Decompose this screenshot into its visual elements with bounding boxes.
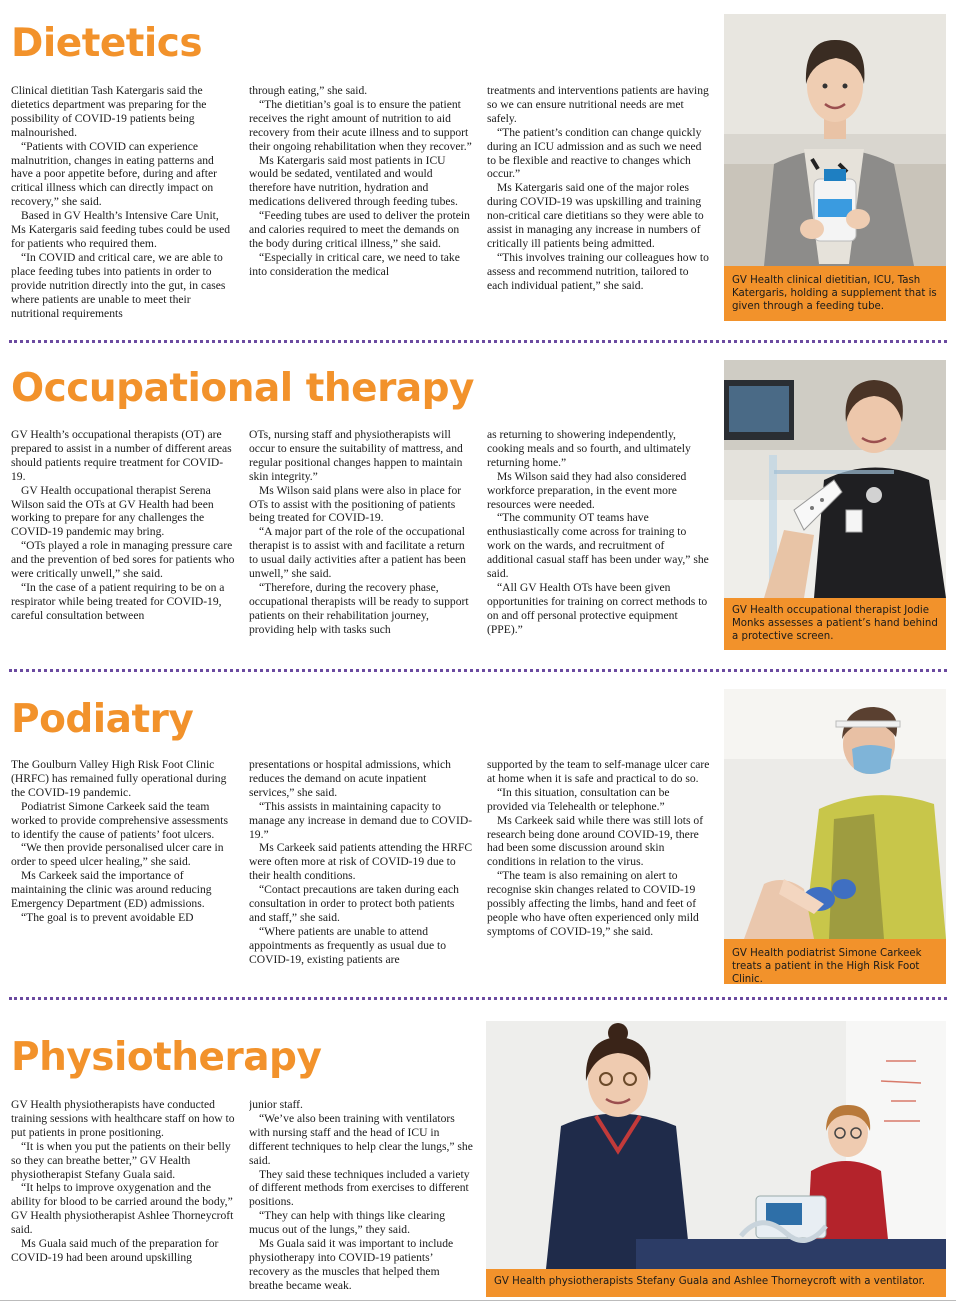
paragraph: “This involves training our colleagues how to assess and recommend nutrition, tailored to each individual patient,” she said. <box>487 250 709 292</box>
paragraph: “OTs played a role in managing pressure care and the prevention of bed sores for patients who were critically unwell,” she said. <box>11 539 235 581</box>
section-podiatry <box>0 674 956 994</box>
section-dietetics <box>0 0 956 336</box>
paragraph: “Feeding tubes are used to deliver the protein and calories required to meet the demands on the body during critical illness,” she said. <box>249 209 470 250</box>
paragraph: treatments and interventions patients are having so we can ensure nutritional needs are met safely. <box>487 84 709 125</box>
photo-card <box>486 1021 946 1297</box>
paragraph: as returning to showering independently, cooking meals and so fourth, and ultimately returning home.” <box>487 428 691 469</box>
article-column <box>487 428 711 637</box>
paragraph: Ms Wilson said plans were also in place for OTs to assist with the positioning of patients being treated for COVID-19. <box>249 483 462 525</box>
paragraph: “In this situation, consultation can be provided via Telehealth or telephone.” <box>487 785 670 813</box>
paragraph: “All GV Health OTs have been given opportunities for training on correct methods to on and off personal protective equipment (PPE).” <box>487 580 708 636</box>
article-column <box>249 84 473 279</box>
paragraph: Ms Carkeek said while there was still lots of research being done around COVID-19, there had been some discussion around skin conditions in relation to the virus. <box>487 813 704 869</box>
paragraph: “Contact precautions are taken during each consultation in order to protect both patients and staff,” she said. <box>249 883 459 924</box>
paragraph: “In COVID and critical care, we are able to place feeding tubes into patients in order to provide nutrition directly into the gut, in cases where patients are unable to meet their nutritional requirements <box>11 250 226 320</box>
paragraph: They said these techniques included a variety of different methods from exercises to different positions. <box>249 1167 470 1209</box>
section-heading: Podiatry <box>11 697 194 742</box>
paragraph: “This assists in maintaining capacity to manage any increase in demand due to COVID-19.” <box>249 799 473 841</box>
paragraph: Ms Katergaris said most patients in ICU would be sedated, ventilated and would therefore have nutrition, hydration and medications delivered through feeding tubes. <box>249 153 458 209</box>
paragraph: “Especially in critical care, we need to take into consideration the medical <box>249 250 460 278</box>
section-heading: Occupational therapy <box>11 366 474 411</box>
photo-card <box>724 360 946 650</box>
paragraph: “We’ve also been training with ventilators with nursing staff and the head of ICU in different techniques to help clear the lungs,” she said. <box>249 1111 473 1167</box>
paragraph: supported by the team to self-manage ulcer care at home when it is safe and practical to do so. <box>487 758 710 785</box>
section-divider <box>9 340 947 343</box>
paragraph: GV Health physiotherapists have conducted training sessions with healthcare staff on how to put patients in prone positioning. <box>11 1098 235 1139</box>
paragraph: “They can help with things like clearing mucus out of the lungs,” they said. <box>249 1209 446 1237</box>
section-physiotherapy <box>0 1003 956 1300</box>
paragraph: “The patient’s condition can change quickly during an ICU admission and as such we need to be flexible and reactive to changes which occur.” <box>487 125 702 181</box>
article-column <box>249 1098 473 1293</box>
paragraph: “It helps to improve oxygenation and the ability for blood to be carried around the body,” GV Health physiotherapist Ashlee Thorneycroft said. <box>11 1181 234 1237</box>
paragraph: “Where patients are unable to attend appointments as frequently as usual due to COVID-19, existing patients are <box>249 924 447 966</box>
article-column <box>11 84 235 320</box>
article-column <box>487 758 711 939</box>
paragraph: Ms Carkeek said the importance of maintaining the clinic was around reducing Emergency Department (ED) admissions. <box>11 869 212 911</box>
article-column <box>11 758 235 925</box>
paragraph: The Goulburn Valley High Risk Foot Clinic (HRFC) has remained fully operational during the COVID-19 pandemic. <box>11 758 227 799</box>
paragraph: “In the case of a patient requiring to be on a respirator while being treated for COVID-19, careful consultation between <box>11 580 225 622</box>
photo-card <box>724 14 946 321</box>
article-column <box>249 758 473 967</box>
paragraph: GV Health’s occupational therapists (OT) are prepared to assist in a number of different areas should patients require treatment for COVID-19. <box>11 428 232 483</box>
page-bottom-rule <box>0 1300 956 1301</box>
occupational-therapist-photo <box>724 360 946 598</box>
section-divider <box>9 669 947 672</box>
photo-caption: GV Health physiotherapists Stefany Guala and Ashlee Thorneycroft with a ventilator. <box>494 1276 926 1287</box>
paragraph: Ms Katergaris said one of the major roles during COVID-19 was upskilling and training non-critical care dietitians so they were able to assist in managing any increase in numbers of critically ill patients being admitted. <box>487 181 704 250</box>
paragraph: Based in GV Health’s Intensive Care Unit, Ms Katergaris said feeding tubes could be used for patients who required them. <box>11 209 231 250</box>
dietitian-photo <box>724 14 946 266</box>
paragraph: “Patients with COVID can experience malnutrition, changes in eating patterns and have a poor appetite before, during and after critical illness which can directly impact on recovery,” she said. <box>11 139 218 209</box>
paragraph: “The community OT teams have enthusiastically come across for training to work on the wards, and recruitment of additional casual staff has been under way,” she said. <box>487 511 709 581</box>
physiotherapists-photo <box>486 1021 946 1269</box>
article-column <box>11 428 235 623</box>
paragraph: “We then provide personalised ulcer care in order to speed ulcer healing,” she said. <box>11 841 224 869</box>
section-heading: Dietetics <box>11 21 203 66</box>
section-heading: Physiotherapy <box>11 1035 322 1080</box>
article-column <box>11 1098 235 1265</box>
paragraph: Podiatrist Simone Carkeek said the team worked to provide comprehensive assessments to identify the cause of patients’ foot ulcers. <box>11 799 229 841</box>
paragraph: “The dietitian’s goal is to ensure the patient receives the right amount of nutrition to aid recovery from their acute illness and to support their ongoing rehabilitation when they recover.” <box>249 97 472 153</box>
paragraph: “The goal is to prevent avoidable ED <box>21 910 194 924</box>
paragraph: “It is when you put the patients on their belly so they can breathe better,” GV Health physiotherapist Stefany Guala said. <box>11 1139 231 1181</box>
photo-caption: GV Health occupational therapist Jodie Monks assesses a patient’s hand behind a protective screen. <box>732 605 938 643</box>
paragraph: Clinical dietitian Tash Katergaris said the dietetics department was preparing for the possibility of COVID-19 patients being malnourished. <box>11 84 207 139</box>
paragraph: presentations or hospital admissions, which reduces the demand on acute inpatient services,” she said. <box>249 758 451 799</box>
paragraph: through eating,” she said. <box>249 84 368 97</box>
paragraph: Ms Wilson said they had also considered workforce preparation, in the event more resources were needed. <box>487 469 687 511</box>
photo-caption: GV Health podiatrist Simone Carkeek treats a patient in the High Risk Foot Clinic. <box>732 948 922 984</box>
paragraph: OTs, nursing staff and physiotherapists will occur to ensure the suitability of mattress, and regular positional changes happen to maintain skin integrity.” <box>249 428 463 483</box>
podiatrist-photo <box>724 689 946 939</box>
photo-caption: GV Health clinical dietitian, ICU, Tash Katergaris, holding a supplement that is given through a feeding tube. <box>732 275 937 313</box>
photo-card <box>724 689 946 984</box>
section-divider <box>9 997 947 1000</box>
paragraph: “Therefore, during the recovery phase, occupational therapists will be ready to support patients on their rehabilitation journey, providing help with tasks such <box>249 580 469 636</box>
paragraph: Ms Guala said much of the preparation for COVID-19 had been around upskilling <box>11 1237 219 1264</box>
section-occupational-therapy <box>0 345 956 665</box>
paragraph: GV Health occupational therapist Serena Wilson said the OTs at GV Health had been working to prepare for any challenges the COVID-19 pandemic may bring. <box>11 483 214 539</box>
paragraph: “A major part of the role of the occupational therapist is to assist with and facilitate a return to usual daily activities after a patient has been unwell,” she said. <box>249 525 466 581</box>
paragraph: junior staff. <box>249 1098 303 1111</box>
paragraph: Ms Guala said it was important to include physiotherapy into COVID-19 patients’ recovery as the muscles that helped them breathe became weak. <box>249 1237 454 1292</box>
paragraph: Ms Carkeek said patients attending the HRFC were often more at risk of COVID-19 due to their health conditions. <box>249 841 473 883</box>
article-column <box>487 84 711 293</box>
paragraph: “The team is also remaining on alert to recognise skin changes related to COVID-19 possibly affecting the limbs, hand and feet of people who have often experienced only mild symptoms of COVID-19,” she said. <box>487 869 699 938</box>
article-column <box>249 428 473 637</box>
